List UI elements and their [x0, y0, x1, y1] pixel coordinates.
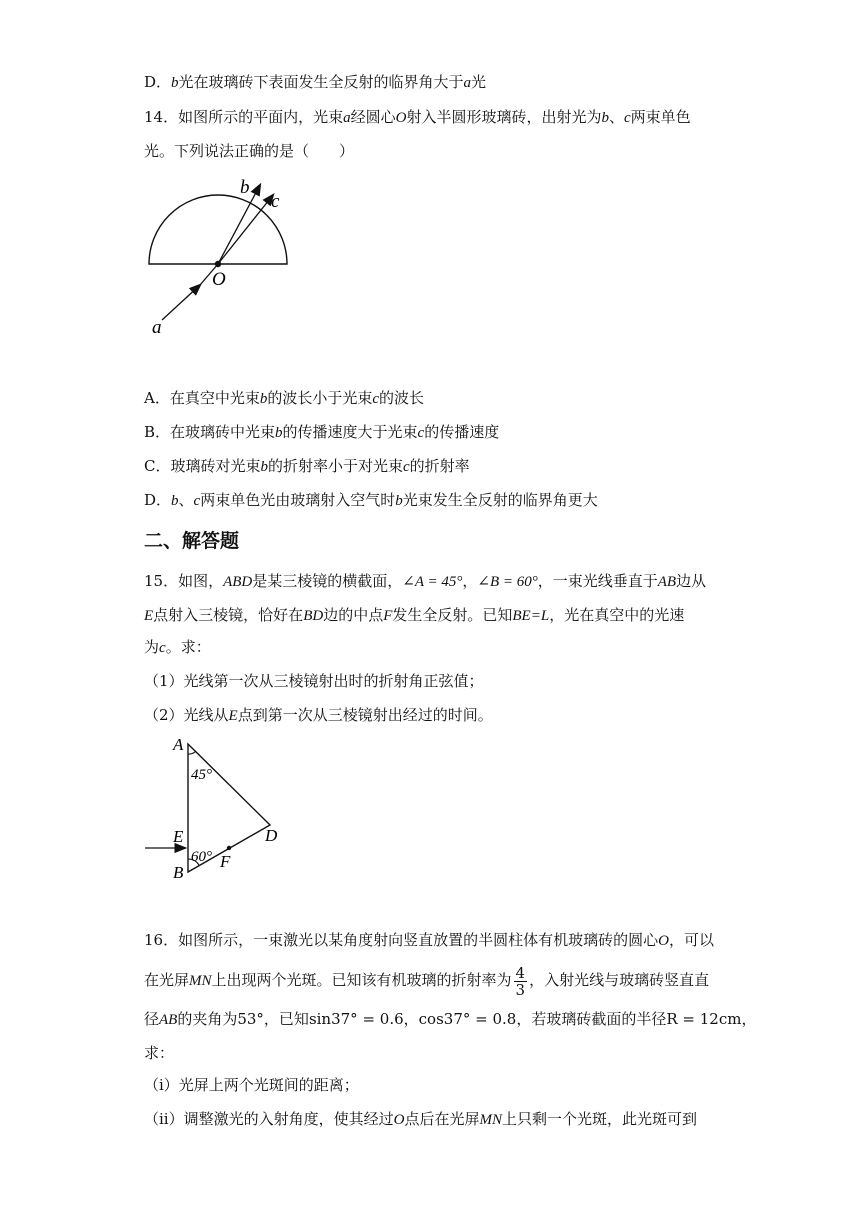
stem-text: 在光屏: [144, 971, 190, 989]
option-text: 光在玻璃砖下表面发生全反射的临界角大于: [178, 73, 464, 91]
math-var: ABD: [223, 574, 253, 590]
stem-text: 边的中点: [323, 606, 384, 624]
option-text: 光束发生全反射的临界角更大: [402, 491, 598, 509]
stem-text: （2）光线从: [144, 706, 229, 724]
math-var: c: [159, 640, 166, 656]
stem-text: 14．如图所示的平面内，光束: [144, 108, 344, 126]
q14-option-b: [144, 422, 499, 443]
math-var: MN: [189, 973, 212, 989]
q14-stem-line1: [144, 107, 691, 128]
q14-semicircle-figure: [140, 175, 305, 340]
fraction-4-3: [514, 965, 528, 998]
q16-subquestion-2: [144, 1109, 697, 1130]
math-expr: R = 12cm: [666, 1010, 742, 1028]
math-var: O: [395, 110, 407, 126]
q14-option-a: [144, 388, 424, 409]
math-var: a: [463, 75, 472, 91]
option-text: D．: [144, 491, 172, 509]
q15-stem-line1: [144, 571, 706, 592]
stem-text: 点射入三棱镜，恰好在: [153, 606, 304, 624]
stem-text: 经圆心: [350, 108, 396, 126]
section-heading: 二、解答题: [144, 530, 240, 552]
math-var: E: [228, 708, 238, 724]
option-text: A．在真空中光束: [144, 389, 260, 407]
angle-a-arc: [188, 751, 196, 754]
q15-stem-line2: [144, 605, 684, 626]
stem-text: 15．如图，: [144, 572, 224, 590]
fraction-numerator: 4: [515, 963, 526, 982]
label-b: b: [240, 177, 250, 198]
stem-text: ，: [741, 1010, 757, 1028]
stem-text: 点后在光屏: [404, 1110, 480, 1128]
semicircle-glass-brick: [149, 195, 287, 264]
math-var: b: [260, 459, 268, 475]
label-e: E: [173, 827, 184, 846]
math-var: b: [275, 425, 283, 441]
stem-text: 的夹角为53°，已知: [177, 1010, 309, 1028]
option-text: C．玻璃砖对光束: [144, 457, 261, 475]
incident-ray-a: [162, 285, 200, 320]
option-text: 两束单色光由玻璃射入空气时: [200, 491, 396, 509]
math-var: c: [403, 459, 410, 475]
math-var: b: [171, 75, 179, 91]
q15-subquestion-1: （1）光线第一次从三棱镜射出时的折射角正弦值；: [144, 672, 484, 690]
math-var: c: [372, 391, 380, 407]
math-var: c: [193, 493, 201, 509]
stem-text: ，: [462, 572, 478, 590]
stem-text: 16．如图所示，一束激光以某角度射向竖直放置的半圆柱体有机玻璃砖的圆心: [144, 931, 659, 949]
stem-text: ，可以: [668, 931, 714, 949]
stem-text: 上出现两个光斑。已知该有机玻璃的折射率为: [211, 971, 512, 989]
stem-text: ，若玻璃砖截面的半径: [516, 1010, 667, 1028]
angle-label-45: 45°: [191, 767, 212, 783]
q13-option-d: [144, 72, 486, 93]
stem-text: 发生全反射。已知: [392, 606, 513, 624]
math-var: F: [383, 608, 393, 624]
center-point-o: [215, 261, 221, 267]
label-b: B: [173, 863, 184, 882]
math-var: b: [601, 110, 609, 126]
math-var: AB: [657, 574, 677, 590]
label-d: D: [265, 826, 278, 845]
q16-stem-line3: [144, 1009, 757, 1030]
label-a: a: [152, 317, 162, 338]
q15-subquestion-2: [144, 705, 493, 726]
math-var: O: [658, 933, 669, 949]
math-var: b: [259, 391, 268, 407]
option-text: B．在玻璃砖中光束: [144, 423, 276, 441]
q15-stem-line3: [144, 637, 211, 658]
q14-option-d: [144, 490, 598, 511]
q16-stem-line1: [144, 930, 714, 951]
option-text: 的折射率: [409, 457, 470, 475]
stem-text: ，: [403, 1010, 419, 1028]
stem-text: ，一束光线垂直于: [537, 572, 658, 590]
math-var: E: [144, 608, 154, 624]
math-expr: ∠B = 60°: [477, 574, 538, 590]
stem-text: 是某三棱镜的横截面，: [252, 572, 403, 590]
option-text: 的折射率小于对光束: [267, 457, 403, 475]
q14-stem-line2: 光。下列说法正确的是（ ）: [144, 142, 355, 160]
option-text: 的传播速度大于光束: [282, 423, 418, 441]
math-var: O: [393, 1112, 405, 1128]
q16-stem-line4: 求：: [144, 1044, 175, 1062]
stem-text: （ii）调整激光的入射角度，使其经过: [144, 1110, 394, 1128]
option-text: 的波长小于光束: [267, 389, 373, 407]
angle-label-60: 60°: [191, 849, 212, 865]
option-text: 的传播速度: [424, 423, 500, 441]
math-var: MN: [479, 1112, 502, 1128]
q16-subquestion-1: （i）光屏上两个光斑间的距离；: [144, 1076, 359, 1094]
stem-text: 上只剩一个光斑，此光斑可到: [501, 1110, 697, 1128]
stem-text: 。求：: [165, 638, 211, 656]
option-text: 光: [471, 73, 487, 91]
math-var: b: [395, 493, 403, 509]
math-var: b: [171, 493, 179, 509]
fraction-denominator: 3: [515, 980, 526, 999]
math-var: BD: [303, 608, 324, 624]
label-f: F: [220, 852, 231, 871]
q15-prism-figure: [140, 735, 285, 885]
stem-text: 、: [608, 108, 624, 126]
stem-text: 边从: [676, 572, 707, 590]
math-var: AB: [159, 1012, 178, 1028]
point-f: [227, 846, 231, 850]
stem-text: 径: [144, 1010, 160, 1028]
math-var: BE=L: [512, 608, 550, 624]
stem-text: ，入射光线与玻璃砖竖直直: [529, 971, 710, 989]
math-var: c: [417, 425, 425, 441]
stem-text: 两束单色: [630, 108, 691, 126]
label-a: A: [173, 735, 184, 754]
stem-text: 点到第一次从三棱镜射出经过的时间。: [237, 706, 493, 724]
refracted-ray-b: [218, 185, 260, 264]
label-o: O: [212, 269, 226, 290]
refracted-ray-c: [218, 195, 273, 264]
option-prefix: D．: [144, 73, 172, 91]
math-expr: cos37° = 0.8: [418, 1010, 517, 1028]
q14-option-c: [144, 456, 470, 477]
math-var: a: [343, 110, 351, 126]
stem-text: 为: [144, 638, 160, 656]
option-text: 、: [178, 491, 194, 509]
option-text: 的波长: [379, 389, 425, 407]
label-c: c: [271, 191, 280, 212]
math-expr: sin37° = 0.6: [308, 1010, 404, 1028]
stem-text: ，光在真空中的光速: [549, 606, 685, 624]
q16-stem-line2: [144, 962, 709, 999]
math-expr: ∠A = 45°: [402, 574, 463, 590]
math-var: c: [623, 110, 631, 126]
stem-text: 射入半圆形玻璃砖，出射光为: [406, 108, 602, 126]
